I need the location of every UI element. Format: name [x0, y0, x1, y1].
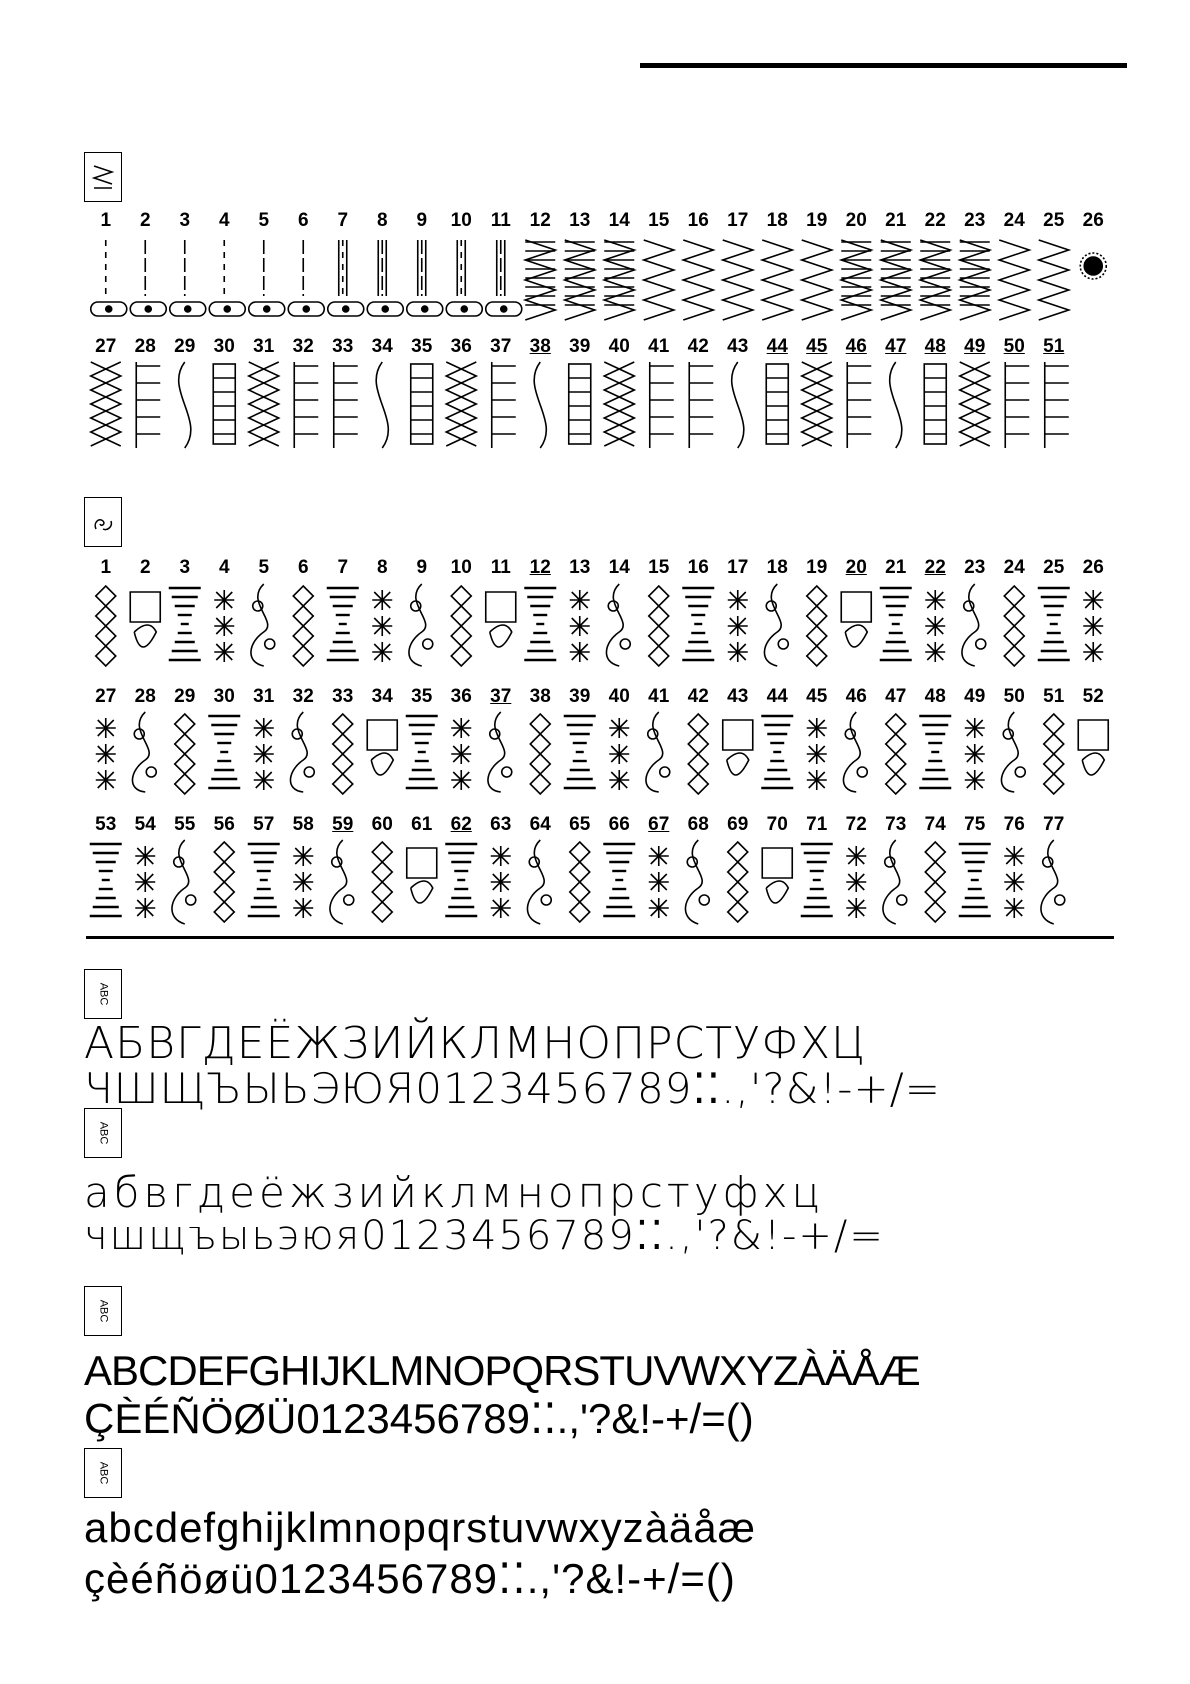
stitch-pattern: [334, 362, 358, 448]
stitch-number: 6: [297, 210, 309, 231]
stitch-pattern: [376, 362, 388, 448]
stitch-pattern: [685, 840, 709, 924]
stitch-number: 52: [1082, 686, 1104, 707]
stitch-pattern: [333, 714, 353, 794]
stitch-number: 20: [845, 210, 867, 231]
stitch-pattern: [925, 842, 945, 922]
stitch-number: 14: [608, 557, 630, 578]
stitch-pattern: [214, 590, 234, 662]
cyrillic-uppercase-line-2: ЧШЩЪЫЬЭЮЯ0123456789⁚⁚.,'?&!-+/=: [84, 1064, 941, 1113]
stitch-pattern: [880, 588, 912, 660]
stitch-number: 31: [253, 336, 275, 357]
latin-uppercase-line-1: ABCDEFGHIJKLMNOPQRSTUVWXYZÀÄÅÆ: [84, 1347, 920, 1394]
latin-lowercase-line-2: çèéñöøü0123456789⁚⁚.,'?&!-+/=(): [84, 1555, 736, 1602]
stitch-pattern: [1044, 714, 1064, 794]
stitch-pattern: [649, 846, 669, 918]
stitch-pattern: [488, 712, 512, 792]
stitch-number: 7: [337, 210, 349, 231]
stitch-number: 57: [253, 814, 275, 835]
decorative-mode-icon-box: [84, 497, 122, 547]
decorative-row1-numbers: [86, 555, 1113, 581]
stitch-pattern: [170, 240, 206, 316]
stitch-pattern: [764, 584, 788, 666]
top-rule: [640, 63, 1127, 68]
stitch-number: 3: [179, 557, 191, 578]
stitch-pattern: [254, 718, 274, 790]
stitch-pattern: [249, 240, 285, 316]
stitch-number: 69: [727, 814, 749, 835]
stitch-number: 9: [416, 557, 428, 578]
stitch-pattern: [569, 364, 591, 444]
decorative-row2-stitches: [86, 710, 1114, 798]
stitch-number: 40: [608, 336, 630, 357]
stitch-number: 21: [885, 557, 907, 578]
stitch-number: 35: [411, 686, 433, 707]
stitch-pattern: [367, 240, 403, 316]
stitch-pattern: [130, 592, 160, 647]
stitch-pattern: [604, 240, 634, 320]
stitch-pattern: [409, 584, 433, 666]
stitch-pattern: [688, 714, 708, 794]
stitch-number: 27: [95, 336, 117, 357]
cyrillic-lower-mode-box: [84, 1108, 122, 1158]
stitch-pattern: [290, 712, 314, 792]
stitch-number: 13: [569, 210, 591, 231]
stitch-number: 39: [569, 686, 591, 707]
stitch-pattern: [649, 586, 669, 666]
stitch-pattern: [890, 362, 902, 448]
stitch-pattern: [801, 844, 833, 916]
stitch-number: 74: [924, 814, 946, 835]
stitch-number: 30: [213, 336, 235, 357]
stitch-pattern: [732, 362, 744, 448]
stitch-number: 51: [1043, 686, 1065, 707]
cyrillic-upper-mode-box: [84, 969, 122, 1019]
stitch-number: 28: [134, 336, 156, 357]
stitch-number: 17: [727, 557, 749, 578]
section-divider: [86, 936, 1114, 939]
stitch-pattern: [1041, 840, 1065, 924]
stitch-pattern: [524, 588, 556, 660]
stitch-number: 36: [450, 336, 472, 357]
stitch-pattern: [249, 362, 279, 446]
stitch-pattern: [761, 716, 793, 788]
stitch-pattern: [564, 716, 596, 788]
stitch-number: 29: [174, 686, 196, 707]
stitch-pattern: [451, 718, 471, 790]
stitch-pattern: [251, 584, 275, 666]
stitch-number: 44: [766, 336, 788, 357]
stitch-pattern: [96, 586, 116, 666]
stitch-number: 76: [1003, 814, 1025, 835]
stitch-pattern: [604, 362, 634, 446]
stitch-pattern: [802, 240, 832, 320]
stitch-number: 2: [139, 557, 151, 578]
stitch-number: 28: [134, 686, 156, 707]
stitch-number: 23: [964, 210, 986, 231]
stitch-number: 55: [174, 814, 196, 835]
stitch-number: 24: [1003, 557, 1025, 578]
abc-label: ABC: [97, 1299, 109, 1323]
stitch-number: 37: [490, 336, 512, 357]
stitch-number: 66: [608, 814, 630, 835]
stitch-number: 67: [648, 814, 670, 835]
stitch-number: 14: [608, 210, 630, 231]
stitch-pattern: [451, 586, 471, 666]
stitch-number: 47: [885, 686, 907, 707]
decorative-row2-numbers: [86, 684, 1113, 710]
stitch-number: 49: [964, 336, 986, 357]
stitch-pattern: [445, 844, 477, 916]
stitch-pattern: [328, 240, 364, 316]
stitch-pattern: [960, 362, 990, 446]
stitch-number: 25: [1043, 210, 1065, 231]
decorative-stitch-mode-icon: [91, 507, 115, 537]
stitch-number: 10: [450, 557, 472, 578]
stitch-number: 44: [766, 686, 788, 707]
stitch-pattern: [766, 364, 788, 444]
stitch-number: 10: [450, 210, 472, 231]
stitch-pattern: [248, 844, 280, 916]
stitch-pattern: [208, 716, 240, 788]
stitch-pattern: [132, 712, 156, 792]
stitch-pattern: [411, 364, 433, 444]
stitch-number: 17: [727, 210, 749, 231]
stitch-pattern: [175, 714, 195, 794]
stitch-pattern: [179, 362, 191, 448]
stitch-number: 60: [371, 814, 393, 835]
stitch-number: 31: [253, 686, 275, 707]
stitch-pattern: [407, 240, 443, 316]
stitch-number: 9: [416, 210, 428, 231]
stitch-pattern: [650, 362, 674, 448]
stitch-number: 22: [924, 557, 946, 578]
stitch-pattern: [570, 842, 590, 922]
stitch-number: 50: [1003, 686, 1025, 707]
stitch-number: 45: [806, 686, 828, 707]
stitch-number: 71: [806, 814, 828, 835]
stitch-pattern: [288, 240, 324, 316]
stitch-number: 24: [1003, 210, 1025, 231]
stitch-pattern: [683, 240, 713, 320]
abc-label: ABC: [97, 1461, 109, 1485]
stitch-pattern: [486, 592, 516, 647]
stitch-number: 5: [258, 557, 270, 578]
stitch-pattern: [294, 362, 318, 448]
stitch-pattern: [728, 590, 748, 662]
stitch-pattern: [846, 846, 866, 918]
stitch-pattern: [1001, 712, 1025, 792]
decorative-row3-stitches: [86, 838, 1114, 930]
stitch-number: 63: [490, 814, 512, 835]
stitch-pattern: [723, 720, 753, 775]
utility-row2-stitches: [86, 360, 1114, 450]
stitch-number: 33: [332, 336, 354, 357]
stitch-pattern: [843, 712, 867, 792]
stitch-number: 38: [529, 686, 551, 707]
stitch-pattern: [136, 362, 160, 448]
stitch-number: 48: [924, 686, 946, 707]
stitch-pattern: [723, 240, 753, 320]
stitch-number: 56: [213, 814, 235, 835]
stitch-pattern: [847, 362, 871, 448]
stitch-pattern: [841, 240, 871, 320]
stitch-number: 21: [885, 210, 907, 231]
latin-upper-mode-box: [84, 1286, 122, 1336]
utility-row1-stitches: [86, 236, 1114, 326]
stitch-number: 58: [292, 814, 314, 835]
stitch-pattern: [1083, 590, 1103, 662]
stitch-pattern: [728, 842, 748, 922]
stitch-number: 42: [687, 336, 709, 357]
stitch-pattern: [841, 592, 871, 647]
stitch-number: 47: [885, 336, 907, 357]
stitch-number: 26: [1082, 210, 1104, 231]
stitch-number: 7: [337, 557, 349, 578]
stitch-number: 12: [529, 210, 551, 231]
stitch-pattern: [919, 716, 951, 788]
stitch-number: 12: [529, 557, 551, 578]
stitch-pattern: [372, 842, 392, 922]
stitch-pattern: [530, 714, 550, 794]
stitch-pattern: [965, 718, 985, 790]
stitch-number: 45: [806, 336, 828, 357]
utility-mode-icon-box: [84, 152, 122, 202]
stitch-pattern: [1080, 253, 1106, 279]
stitch-pattern: [209, 240, 245, 316]
stitch-pattern: [962, 584, 986, 666]
stitch-number: 11: [490, 557, 511, 578]
stitch-pattern: [446, 362, 476, 446]
stitch-pattern: [534, 362, 546, 448]
stitch-pattern: [293, 846, 313, 918]
stitch-pattern: [1004, 846, 1024, 918]
abc-label: ABC: [97, 982, 109, 1006]
stitch-pattern: [807, 718, 827, 790]
stitch-number: 43: [727, 336, 749, 357]
stitch-number: 46: [845, 336, 867, 357]
stitch-pattern: [1038, 588, 1070, 660]
utility-row1-numbers: [86, 208, 1113, 234]
stitch-number: 18: [766, 557, 788, 578]
stitch-pattern: [172, 840, 196, 924]
stitch-number: 75: [964, 814, 986, 835]
stitch-number: 16: [687, 557, 709, 578]
stitch-number: 15: [648, 210, 670, 231]
stitch-number: 53: [95, 814, 117, 835]
stitch-number: 4: [218, 557, 230, 578]
stitch-pattern: [169, 588, 201, 660]
stitch-number: 19: [806, 557, 828, 578]
stitch-pattern: [367, 720, 397, 775]
stitch-pattern: [565, 240, 595, 320]
stitch-number: 42: [687, 686, 709, 707]
stitch-number: 36: [450, 686, 472, 707]
stitch-number: 54: [134, 814, 156, 835]
stitch-number: 4: [218, 210, 230, 231]
stitch-pattern: [96, 718, 116, 790]
stitch-number: 32: [292, 686, 314, 707]
latin-lower-mode-box: [84, 1448, 122, 1498]
abc-label: ABC: [97, 1121, 109, 1145]
stitch-pattern: [135, 846, 155, 918]
stitch-number: 20: [845, 557, 867, 578]
stitch-pattern: [883, 840, 907, 924]
stitch-number: 8: [376, 210, 388, 231]
stitch-pattern: [1045, 362, 1069, 448]
stitch-number: 41: [648, 336, 670, 357]
stitch-pattern: [406, 716, 438, 788]
stitch-pattern: [762, 848, 792, 903]
cyrillic-lowercase-line-1: абвгдеёжзийклмнопрстуфхц: [84, 1168, 825, 1217]
stitch-number: 30: [213, 686, 235, 707]
stitch-number: 1: [100, 557, 112, 578]
stitch-number: 46: [845, 686, 867, 707]
stitch-pattern: [407, 848, 437, 903]
stitch-pattern: [90, 844, 122, 916]
stitch-number: 72: [845, 814, 867, 835]
stitch-pattern: [606, 584, 630, 666]
stitch-number: 16: [687, 210, 709, 231]
stitch-pattern: [527, 840, 551, 924]
stitch-number: 27: [95, 686, 117, 707]
stitch-number: 11: [490, 210, 511, 231]
stitch-number: 73: [885, 814, 907, 835]
stitch-number: 26: [1082, 557, 1104, 578]
stitch-number: 70: [766, 814, 788, 835]
stitch-number: 33: [332, 686, 354, 707]
stitch-number: 13: [569, 557, 591, 578]
stitch-pattern: [603, 844, 635, 916]
stitch-pattern: [91, 362, 121, 446]
stitch-number: 49: [964, 686, 986, 707]
stitch-pattern: [609, 718, 629, 790]
stitch-pattern: [330, 840, 354, 924]
stitch-number: 15: [648, 557, 670, 578]
cyrillic-lowercase-line-2: чшщъыьэюя0123456789⁚⁚.,'?&!-+/=: [84, 1213, 885, 1259]
stitch-pattern: [1004, 586, 1024, 666]
stitch-number: 6: [297, 557, 309, 578]
stitch-number: 23: [964, 557, 986, 578]
stitch-number: 34: [371, 336, 393, 357]
stitch-pattern: [924, 364, 946, 444]
stitch-pattern: [807, 586, 827, 666]
latin-lowercase-line-1: abcdefghijklmnopqrstuvwxyzàäåæ: [84, 1504, 756, 1551]
stitch-number: 3: [179, 210, 191, 231]
stitch-pattern: [999, 240, 1029, 320]
stitch-number: 34: [371, 686, 393, 707]
stitch-pattern: [372, 590, 392, 662]
stitch-number: 64: [529, 814, 551, 835]
stitch-number: 38: [529, 336, 551, 357]
stitch-pattern: [446, 240, 482, 316]
stitch-pattern: [762, 240, 792, 320]
stitch-number: 35: [411, 336, 433, 357]
stitch-number: 40: [608, 686, 630, 707]
stitch-pattern: [570, 590, 590, 662]
stitch-pattern: [525, 240, 555, 320]
stitch-pattern: [1078, 720, 1108, 775]
stitch-pattern: [486, 240, 522, 316]
stitch-number: 1: [100, 210, 112, 231]
stitch-pattern: [959, 844, 991, 916]
stitch-number: 62: [450, 814, 472, 835]
stitch-pattern: [1005, 362, 1029, 448]
stitch-pattern: [91, 240, 127, 316]
stitch-number: 65: [569, 814, 591, 835]
stitch-pattern: [491, 846, 511, 918]
stitch-number: 25: [1043, 557, 1065, 578]
stitch-pattern: [213, 364, 235, 444]
stitch-number: 8: [376, 557, 388, 578]
stitch-pattern: [130, 240, 166, 316]
stitch-pattern: [802, 362, 832, 446]
latin-uppercase-line-2: ÇÈÉÑÖØÜ0123456789⁚⁚.,'?&!-+/=(): [84, 1395, 754, 1442]
stitch-number: 48: [924, 336, 946, 357]
stitch-number: 2: [139, 210, 151, 231]
stitch-number: 18: [766, 210, 788, 231]
stitch-number: 77: [1043, 814, 1065, 835]
decorative-row3-numbers: [86, 812, 1074, 838]
stitch-pattern: [214, 842, 234, 922]
stitch-number: 61: [411, 814, 433, 835]
cyrillic-uppercase-line-1: АБВГДЕЁЖЗИЙКЛМНОПРСТУФХЦ: [84, 1018, 867, 1069]
stitch-number: 68: [687, 814, 709, 835]
stitch-pattern: [920, 240, 950, 320]
stitch-number: 29: [174, 336, 196, 357]
stitch-number: 19: [806, 210, 828, 231]
zigzag-stitch-mode-icon: [91, 162, 115, 192]
stitch-pattern: [881, 240, 911, 320]
stitch-number: 50: [1003, 336, 1025, 357]
stitch-number: 59: [332, 814, 354, 835]
stitch-number: 37: [490, 686, 512, 707]
stitch-pattern: [689, 362, 713, 448]
stitch-pattern: [960, 240, 990, 320]
stitch-pattern: [925, 590, 945, 662]
stitch-number: 51: [1043, 336, 1065, 357]
decorative-row1-stitches: [86, 582, 1114, 672]
stitch-number: 41: [648, 686, 670, 707]
stitch-pattern: [644, 240, 674, 320]
stitch-pattern: [293, 586, 313, 666]
stitch-pattern: [682, 588, 714, 660]
stitch-pattern: [327, 588, 359, 660]
utility-row2-numbers: [86, 334, 1074, 360]
stitch-pattern: [1039, 240, 1069, 320]
stitch-number: 32: [292, 336, 314, 357]
stitch-pattern: [886, 714, 906, 794]
stitch-pattern: [492, 362, 516, 448]
stitch-number: 5: [258, 210, 270, 231]
stitch-number: 22: [924, 210, 946, 231]
stitch-number: 39: [569, 336, 591, 357]
stitch-pattern: [646, 712, 670, 792]
stitch-number: 43: [727, 686, 749, 707]
